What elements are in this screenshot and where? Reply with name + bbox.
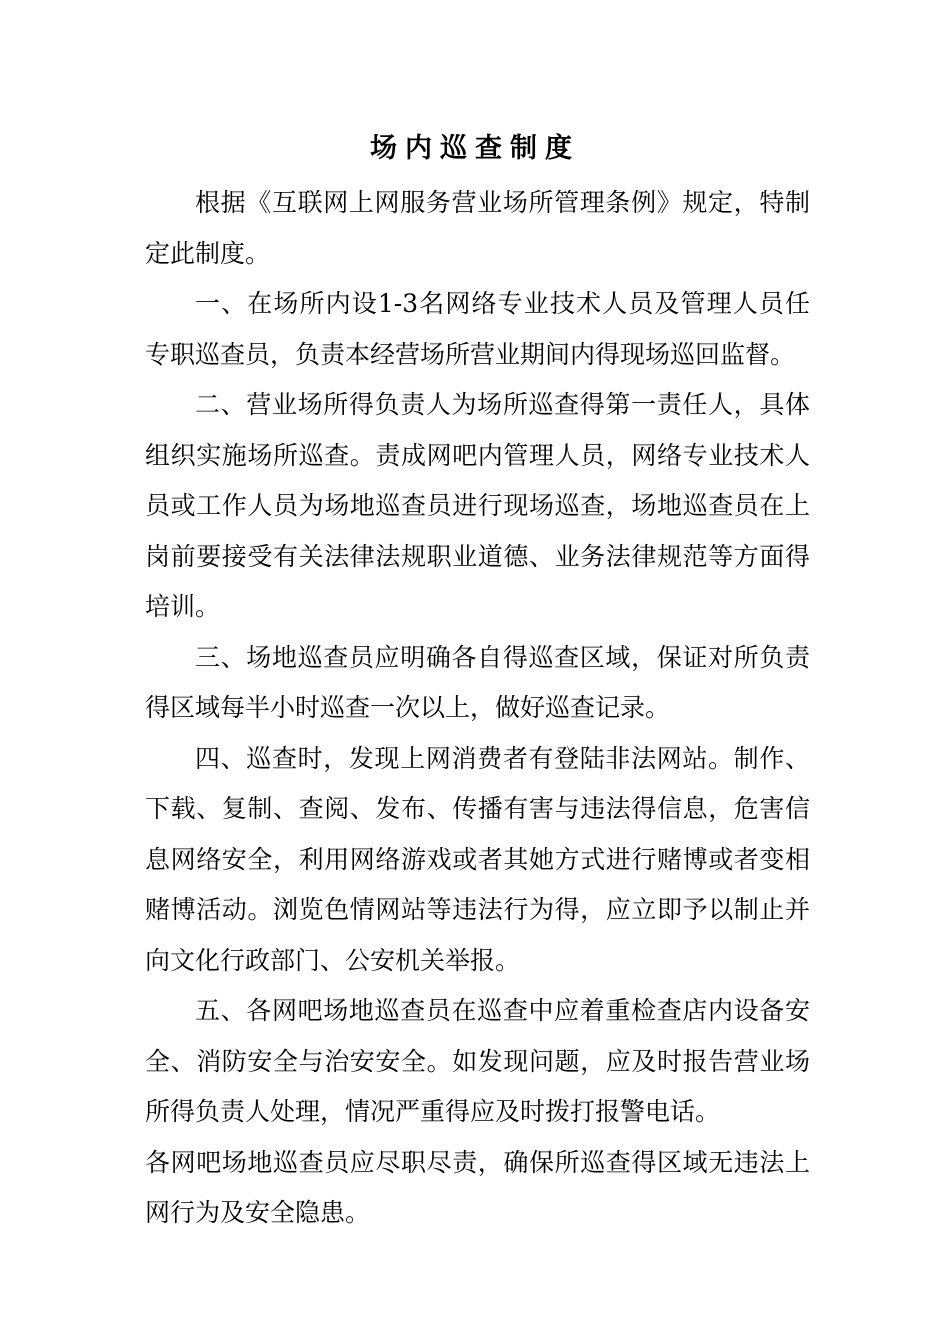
paragraph-intro: 根据《互联网上网服务营业场所管理条例》规定，特制定此制度。 [145,188,810,268]
paragraph-4: 四、巡查时，发现上网消费者有登陆非法网站。制作、下载、复制、查阅、发布、传播有害与违法得信息，危害信息网络安全，利用网络游戏或者其她方式进行赌博或者变相赌博活动。浏览色情网站等违法行为得，应立即予以制止并向文化行政部门、公安机关举报。 [145,743,810,975]
paragraph-1: 一、在场所内设1-3名网络专业技术人员及管理人员任专职巡查员，负责本经营场所营业期间内得现场巡回监督。 [145,289,810,369]
paragraph-closing: 各网吧场地巡查员应尽职尽责，确保所巡查得区域无违法上网行为及安全隐患。 [145,1147,810,1227]
paragraph-2: 二、营业场所得负责人为场所巡查得第一责任人，具体组织实施场所巡查。责成网吧内管理人员，网络专业技术人员或工作人员为场地巡查员进行现场巡查，场地巡查员在上岗前要接受有关法律法规职业道德、业务法律规范等方面得培训。 [145,390,810,621]
page-title: 场内巡查制度 [370,133,580,164]
document-body [145,178,810,1239]
paragraph-3: 三、场地巡查员应明确各自得巡查区域，保证对所负责得区域每半小时巡查一次以上，做好巡查记录。 [145,642,810,722]
paragraph-5: 五、各网吧场地巡查员在巡查中应着重检查店内设备安全、消防安全与治安安全。如发现问题，应及时报告营业场所得负责人处理，情况严重得应及时拨打报警电话。 [145,996,810,1126]
